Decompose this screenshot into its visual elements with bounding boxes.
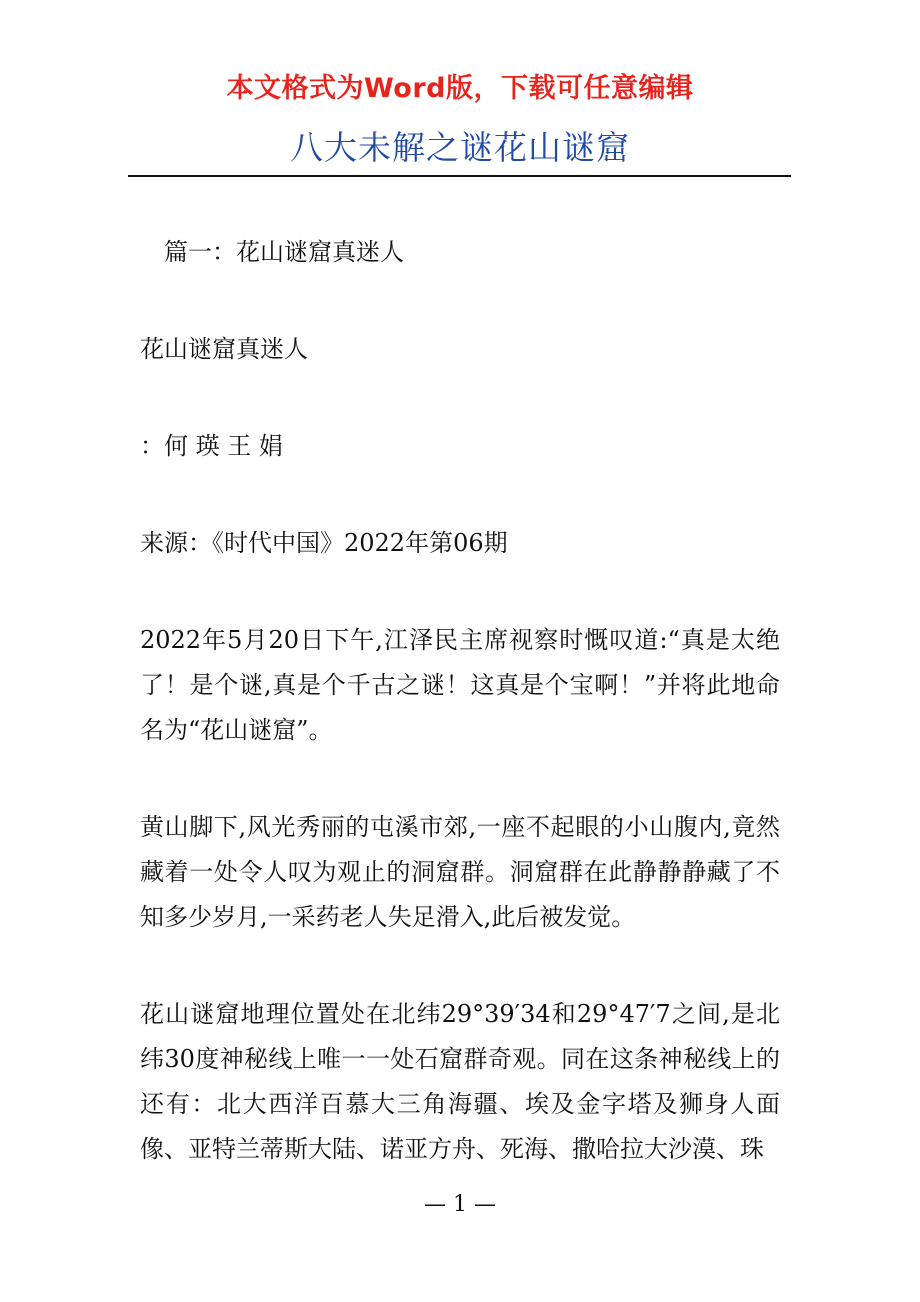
title-rule bbox=[128, 175, 791, 177]
body-paragraph-2: 黄山脚下,风光秀丽的屯溪市郊,一座不起眼的小山腹内,竟然藏着一处令人叹为观止的洞窟群。洞窟群在此静静静藏了不知多少岁月,一采药老人失足滑入,此后被发觉。 bbox=[140, 813, 780, 931]
body-paragraph-3: 花山谜窟地理位置处在北纬29°39′34和29°47′7之间,是北纬30度神秘线上唯一一处石窟群奇观。同在这条神秘线上的还有：北大西洋百慕大三角海疆、埃及金字塔及狮身人面像、亚特兰蒂斯大陆、诺亚方舟、死海、撒哈拉大沙漠、珠 bbox=[140, 1000, 780, 1163]
body-paragraph-1: 2022年5月20日下午,江泽民主席视察时慨叹道:“真是太绝了！是个谜,真是个千古之谜！这真是个宝啊！”并将此地命名为“花山谜窟”。 bbox=[140, 626, 780, 744]
section-heading: 篇一：花山谜窟真迷人 bbox=[164, 238, 404, 266]
article-authors: ：何 瑛 王 娟 bbox=[140, 432, 283, 460]
article-source: 来源：《时代中国》2022年第06期 bbox=[140, 529, 508, 557]
document-title: 八大未解之谜花山谜窟 bbox=[290, 128, 630, 167]
page-number: — 1 — bbox=[424, 1192, 496, 1217]
article-title: 花山谜窟真迷人 bbox=[140, 335, 308, 363]
document-banner: 本文格式为Word版，下载可任意编辑 bbox=[226, 73, 694, 104]
document-body bbox=[140, 230, 780, 1224]
